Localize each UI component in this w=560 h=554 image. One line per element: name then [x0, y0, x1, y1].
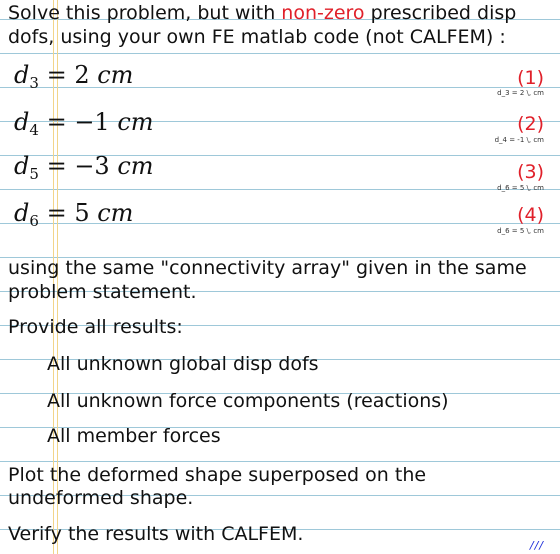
- provide-heading: Provide all results:: [8, 316, 183, 338]
- plot-line-2: undeformed shape.: [8, 487, 194, 509]
- intro-line-2: dofs, using your own FE matlab code (not CALFEM) :: [8, 26, 506, 48]
- equation-d3: $d_3 = 2$ cm: [14, 61, 134, 92]
- corner-mark: ///: [529, 539, 544, 552]
- provide-item-member-forces: All member forces: [47, 425, 221, 447]
- equation-note-1: d_3 = 2 \, cm: [497, 89, 544, 97]
- provide-item-reactions: All unknown force components (reactions): [47, 390, 449, 412]
- equation-d5: $d_5 = -3$ cm: [14, 152, 154, 183]
- connectivity-line-1: using the same "connectivity array" given in the same: [8, 257, 527, 279]
- highlight-non-zero: non-zero: [281, 2, 365, 24]
- plot-line-1: Plot the deformed shape superposed on the: [8, 464, 427, 486]
- connectivity-line-2: problem statement.: [8, 281, 197, 303]
- equation-note-3: d_6 = 5 \, cm: [497, 184, 544, 192]
- equation-number-1: (1): [517, 67, 544, 89]
- intro-line-1: Solve this problem, but with non-zero prescribed disp: [8, 2, 517, 24]
- equation-d4: $d_4 = -1$ cm: [14, 108, 154, 139]
- equation-number-3: (3): [517, 161, 544, 183]
- equation-d6: $d_6 = 5$ cm: [14, 199, 134, 230]
- equation-number-2: (2): [517, 113, 544, 135]
- provide-item-disp: All unknown global disp dofs: [47, 353, 319, 375]
- equation-number-4: (4): [517, 204, 544, 226]
- equation-note-2: d_4 = -1 \, cm: [494, 136, 544, 144]
- verify-line: Verify the results with CALFEM.: [8, 523, 304, 545]
- equation-note-4: d_6 = 5 \, cm: [497, 227, 544, 235]
